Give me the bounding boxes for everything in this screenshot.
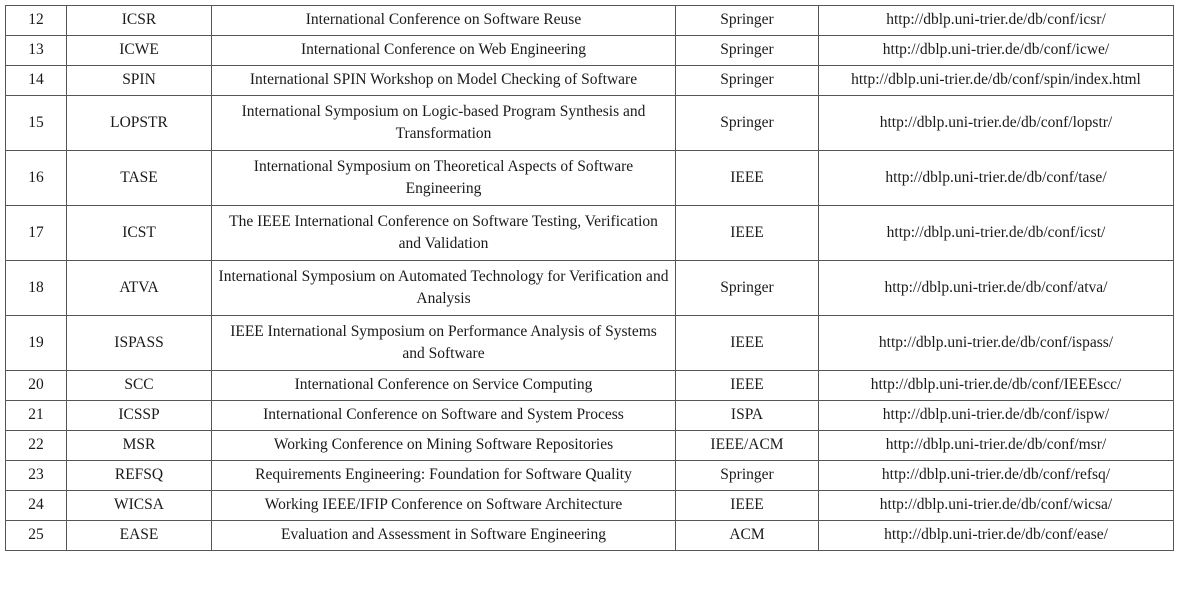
dblp-url: http://dblp.uni-trier.de/db/conf/icst/ bbox=[819, 206, 1174, 261]
dblp-url: http://dblp.uni-trier.de/db/conf/wicsa/ bbox=[819, 491, 1174, 521]
conference-abbreviation: ICSR bbox=[67, 6, 212, 36]
conference-name: Working IEEE/IFIP Conference on Software Architecture bbox=[212, 491, 676, 521]
publisher: Springer bbox=[676, 66, 819, 96]
dblp-url: http://dblp.uni-trier.de/db/conf/spin/index.html bbox=[819, 66, 1174, 96]
publisher: Springer bbox=[676, 261, 819, 316]
conference-name: International Conference on Web Engineering bbox=[212, 36, 676, 66]
table-row bbox=[6, 461, 1174, 491]
table-row bbox=[6, 6, 1174, 36]
publisher: Springer bbox=[676, 6, 819, 36]
conference-abbreviation: TASE bbox=[67, 151, 212, 206]
conference-name: International Conference on Software and System Process bbox=[212, 401, 676, 431]
dblp-url: http://dblp.uni-trier.de/db/conf/ispw/ bbox=[819, 401, 1174, 431]
dblp-url: http://dblp.uni-trier.de/db/conf/ease/ bbox=[819, 521, 1174, 551]
row-number: 12 bbox=[6, 6, 67, 36]
conference-name: IEEE International Symposium on Performance Analysis of Systems and Software bbox=[212, 316, 676, 371]
conference-table bbox=[5, 5, 1174, 551]
publisher: ACM bbox=[676, 521, 819, 551]
publisher: IEEE/ACM bbox=[676, 431, 819, 461]
conference-abbreviation: EASE bbox=[67, 521, 212, 551]
dblp-url: http://dblp.uni-trier.de/db/conf/lopstr/ bbox=[819, 96, 1174, 151]
conference-abbreviation: ATVA bbox=[67, 261, 212, 316]
row-number: 13 bbox=[6, 36, 67, 66]
publisher: Springer bbox=[676, 461, 819, 491]
row-number: 19 bbox=[6, 316, 67, 371]
conference-name: Requirements Engineering: Foundation for Software Quality bbox=[212, 461, 676, 491]
row-number: 18 bbox=[6, 261, 67, 316]
publisher: Springer bbox=[676, 36, 819, 66]
table-row bbox=[6, 401, 1174, 431]
dblp-url: http://dblp.uni-trier.de/db/conf/tase/ bbox=[819, 151, 1174, 206]
dblp-url: http://dblp.uni-trier.de/db/conf/refsq/ bbox=[819, 461, 1174, 491]
conference-name: International Conference on Software Reuse bbox=[212, 6, 676, 36]
row-number: 20 bbox=[6, 371, 67, 401]
dblp-url: http://dblp.uni-trier.de/db/conf/icsr/ bbox=[819, 6, 1174, 36]
table-row bbox=[6, 431, 1174, 461]
publisher: Springer bbox=[676, 96, 819, 151]
dblp-url: http://dblp.uni-trier.de/db/conf/msr/ bbox=[819, 431, 1174, 461]
conference-name: International SPIN Workshop on Model Checking of Software bbox=[212, 66, 676, 96]
conference-abbreviation: ICST bbox=[67, 206, 212, 261]
table-row bbox=[6, 261, 1174, 316]
row-number: 25 bbox=[6, 521, 67, 551]
publisher: IEEE bbox=[676, 151, 819, 206]
table-row bbox=[6, 96, 1174, 151]
row-number: 23 bbox=[6, 461, 67, 491]
table-row bbox=[6, 206, 1174, 261]
table-row bbox=[6, 316, 1174, 371]
dblp-url: http://dblp.uni-trier.de/db/conf/icwe/ bbox=[819, 36, 1174, 66]
row-number: 16 bbox=[6, 151, 67, 206]
table-row bbox=[6, 151, 1174, 206]
table-row bbox=[6, 371, 1174, 401]
row-number: 17 bbox=[6, 206, 67, 261]
conference-abbreviation: SPIN bbox=[67, 66, 212, 96]
publisher: IEEE bbox=[676, 316, 819, 371]
conference-name: The IEEE International Conference on Software Testing, Verification and Validation bbox=[212, 206, 676, 261]
conference-name: Working Conference on Mining Software Repositories bbox=[212, 431, 676, 461]
conference-abbreviation: WICSA bbox=[67, 491, 212, 521]
table-row bbox=[6, 66, 1174, 96]
conference-name: International Symposium on Theoretical Aspects of Software Engineering bbox=[212, 151, 676, 206]
dblp-url: http://dblp.uni-trier.de/db/conf/atva/ bbox=[819, 261, 1174, 316]
publisher: IEEE bbox=[676, 371, 819, 401]
conference-abbreviation: ICSSP bbox=[67, 401, 212, 431]
dblp-url: http://dblp.uni-trier.de/db/conf/IEEEscc/ bbox=[819, 371, 1174, 401]
table-row bbox=[6, 491, 1174, 521]
conference-name: International Symposium on Automated Technology for Verification and Analysis bbox=[212, 261, 676, 316]
table-row bbox=[6, 36, 1174, 66]
table-row bbox=[6, 521, 1174, 551]
conference-name: Evaluation and Assessment in Software Engineering bbox=[212, 521, 676, 551]
publisher: IEEE bbox=[676, 206, 819, 261]
publisher: IEEE bbox=[676, 491, 819, 521]
conference-abbreviation: REFSQ bbox=[67, 461, 212, 491]
conference-abbreviation: MSR bbox=[67, 431, 212, 461]
row-number: 14 bbox=[6, 66, 67, 96]
dblp-url: http://dblp.uni-trier.de/db/conf/ispass/ bbox=[819, 316, 1174, 371]
conference-abbreviation: SCC bbox=[67, 371, 212, 401]
conference-abbreviation: ICWE bbox=[67, 36, 212, 66]
publisher: ISPA bbox=[676, 401, 819, 431]
conference-abbreviation: ISPASS bbox=[67, 316, 212, 371]
conference-abbreviation: LOPSTR bbox=[67, 96, 212, 151]
row-number: 22 bbox=[6, 431, 67, 461]
conference-name: International Conference on Service Computing bbox=[212, 371, 676, 401]
row-number: 21 bbox=[6, 401, 67, 431]
row-number: 15 bbox=[6, 96, 67, 151]
row-number: 24 bbox=[6, 491, 67, 521]
table-body bbox=[6, 6, 1174, 551]
conference-name: International Symposium on Logic-based Program Synthesis and Transformation bbox=[212, 96, 676, 151]
